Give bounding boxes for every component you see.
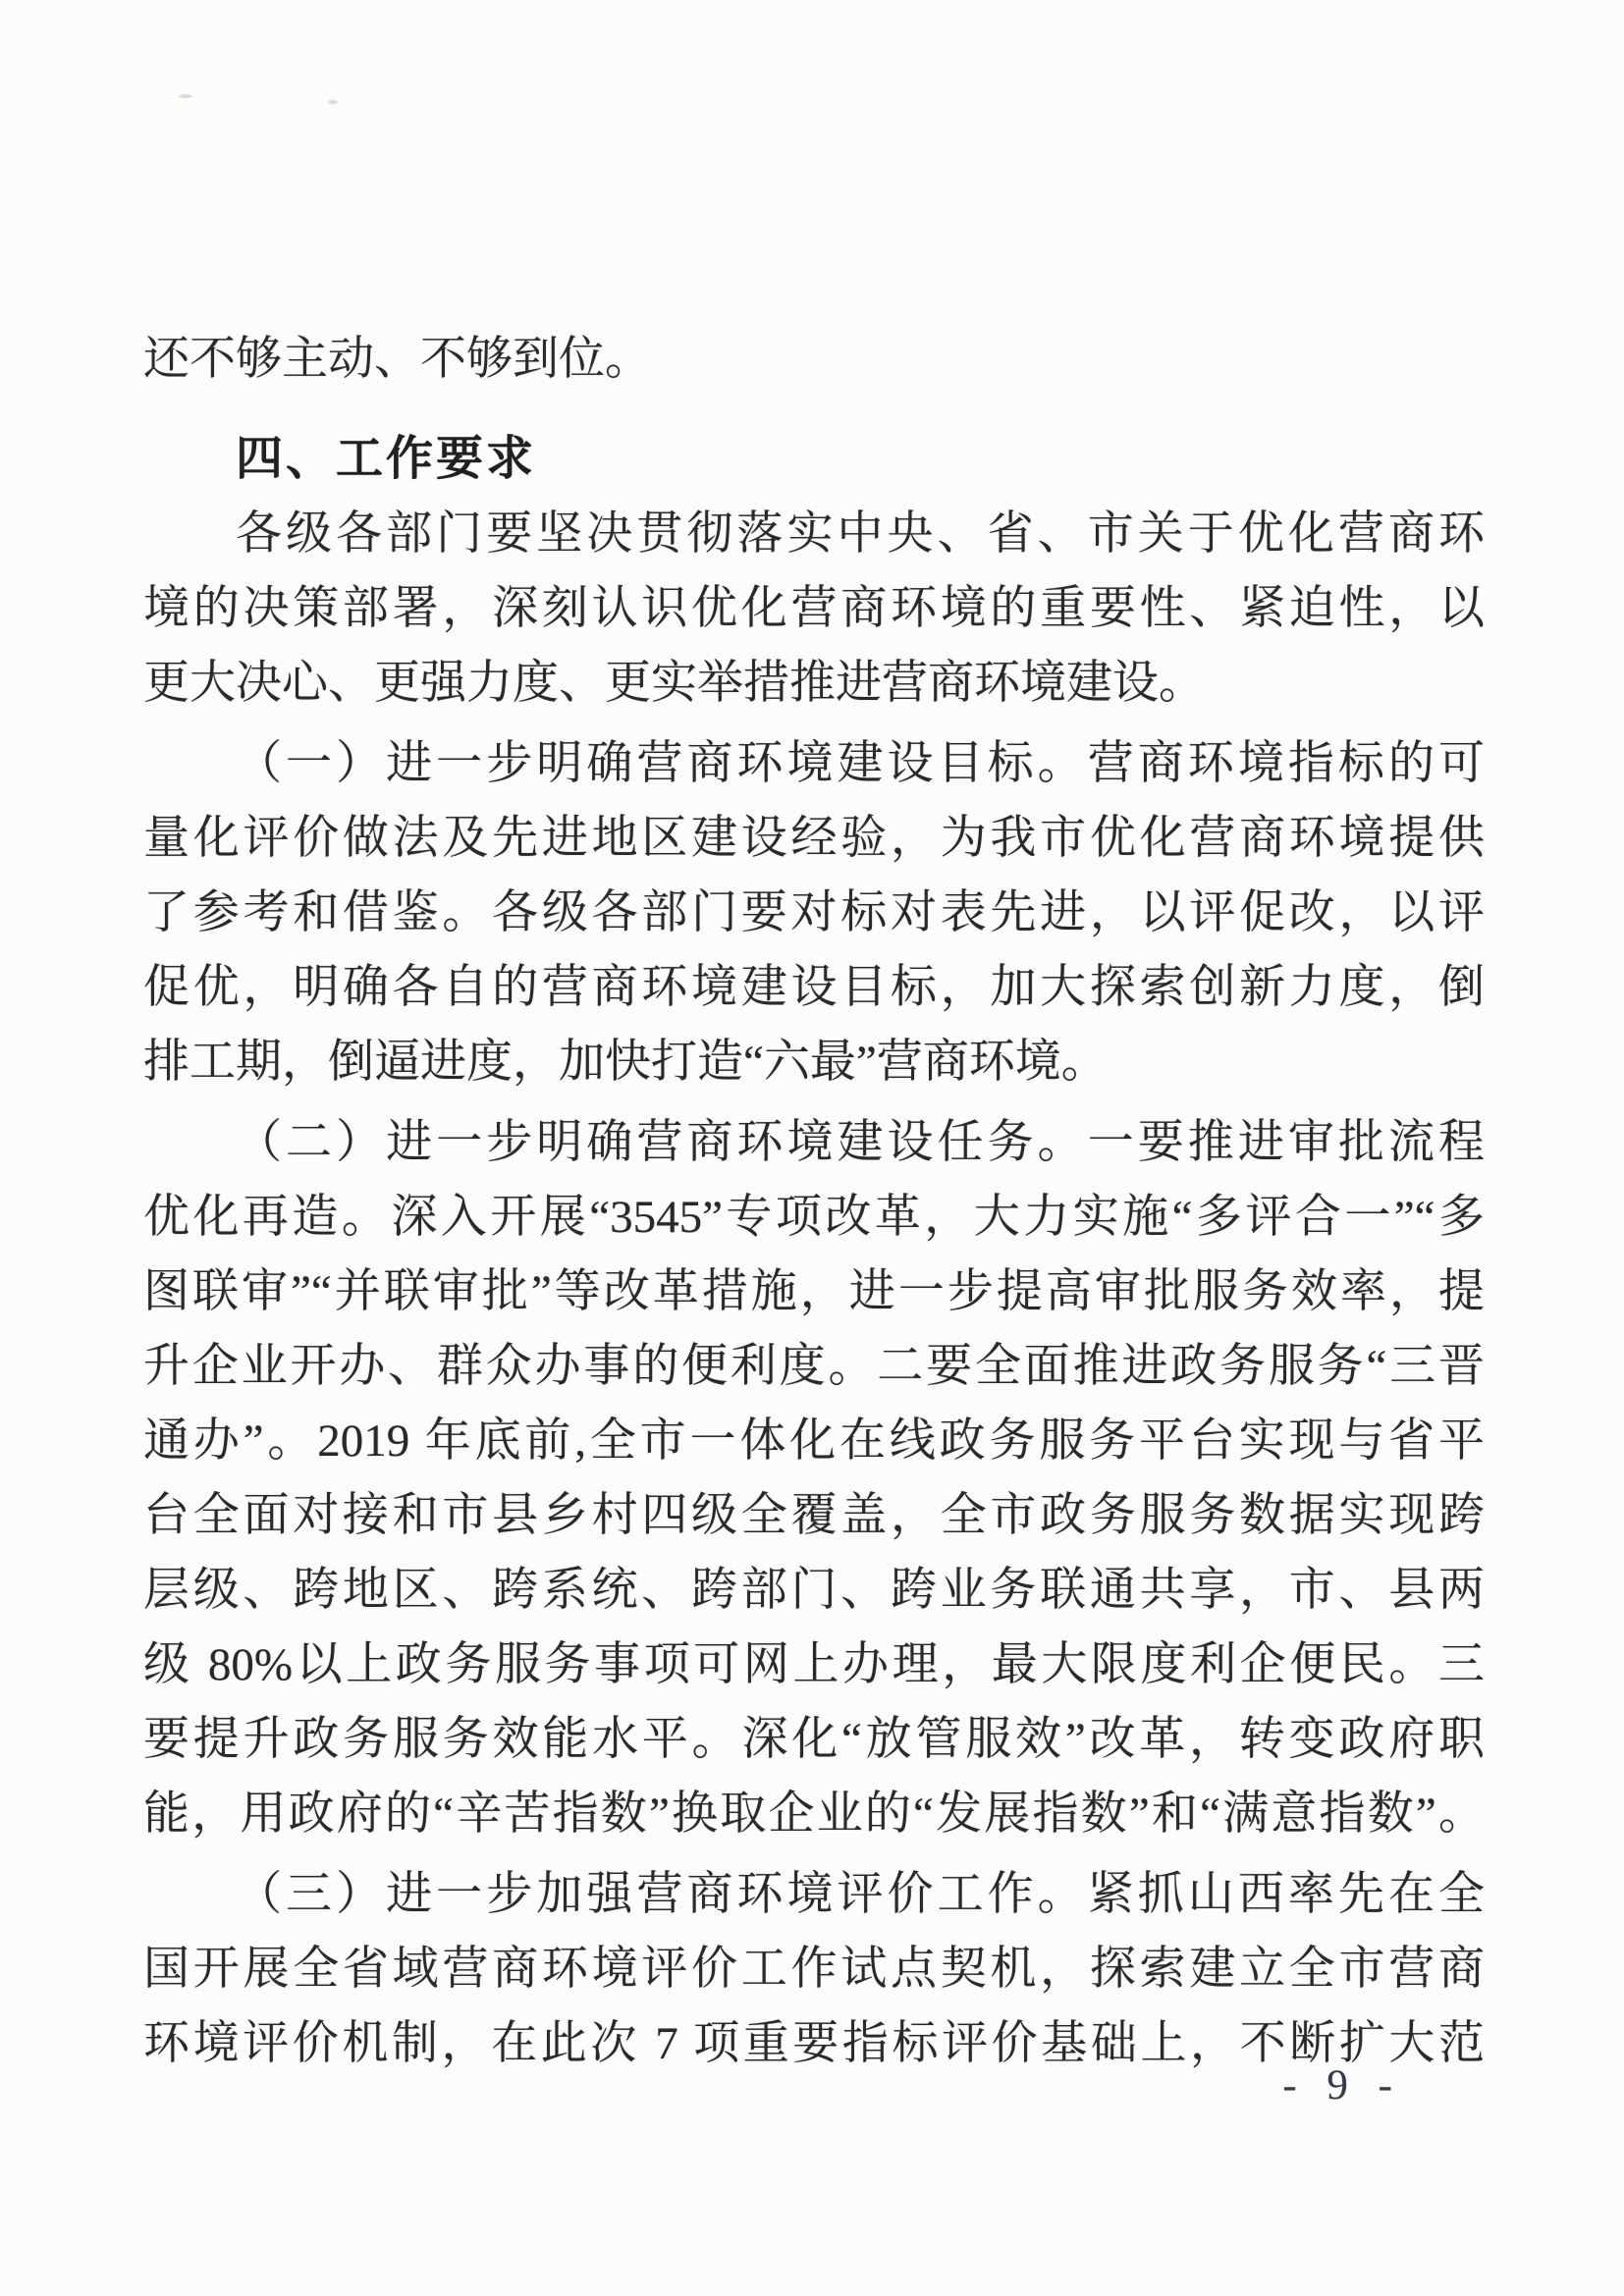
text-line: 环境评价机制，在此次 7 项重要指标评价基础上，不断扩大范	[143, 2018, 1485, 2069]
scan-speck	[328, 100, 338, 104]
text-line: 通办”。2019 年底前,全市一体化在线政务服务平台实现与省平	[143, 1415, 1485, 1467]
text-line: 各级各部门要坚决贯彻落实中央、省、市关于优化营商环	[236, 508, 1485, 560]
text-line: 要提升政务服务效能水平。深化“放管服效”改革，转变政府职	[143, 1714, 1485, 1765]
section-heading: 四、工作要求	[236, 433, 537, 485]
text-line: （三）进一步加强营商环境评价工作。紧抓山西率先在全	[236, 1869, 1485, 1920]
text-line: 升企业开办、群众办事的便利度。二要全面推进政务服务“三晋	[143, 1341, 1485, 1392]
page-number: - 9 -	[1282, 2062, 1402, 2109]
text-line: 境的决策部署，深刻认识优化营商环境的重要性、紧迫性，以	[143, 583, 1485, 634]
text-line: 促优，明确各自的营商环境建设目标，加大探索创新力度，倒	[143, 962, 1485, 1013]
text-line: 还不够主动、不够到位。	[143, 334, 651, 385]
text-line: 更大决心、更强力度、更实举措推进营商环境建设。	[143, 658, 1205, 709]
text-line: （一）进一步明确营商环境建设目标。营商环境指标的可	[236, 738, 1485, 789]
text-line: 量化评价做法及先进地区建设经验，为我市优化营商环境提供	[143, 813, 1485, 864]
text-line: 级 80%以上政务服务事项可网上办理，最大限度利企便民。三	[143, 1639, 1485, 1690]
document-body	[143, 322, 1485, 2081]
text-line: 层级、跨地区、跨系统、跨部门、跨业务联通共享，市、县两	[143, 1565, 1485, 1616]
text-line: 能，用政府的“辛苦指数”换取企业的“发展指数”和“满意指数”。	[143, 1789, 1485, 1840]
text-line: 优化再造。深入开展“3545”专项改革，大力实施“多评合一”“多	[143, 1192, 1485, 1243]
text-line: 国开展全省域营商环境评价工作试点契机，探索建立全市营商	[143, 1944, 1485, 1995]
text-line: 了参考和借鉴。各级各部门要对标对表先进，以评促改，以评	[143, 887, 1485, 938]
text-line: 台全面对接和市县乡村四级全覆盖，全市政务服务数据实现跨	[143, 1490, 1485, 1541]
scan-speck	[179, 94, 192, 98]
text-line: 排工期，倒逼进度，加快打造“六最”营商环境。	[143, 1037, 1108, 1088]
text-line: 图联审”“并联审批”等改革措施，进一步提高审批服务效率，提	[143, 1266, 1485, 1317]
text-line: （二）进一步明确营商环境建设任务。一要推进审批流程	[236, 1117, 1485, 1168]
